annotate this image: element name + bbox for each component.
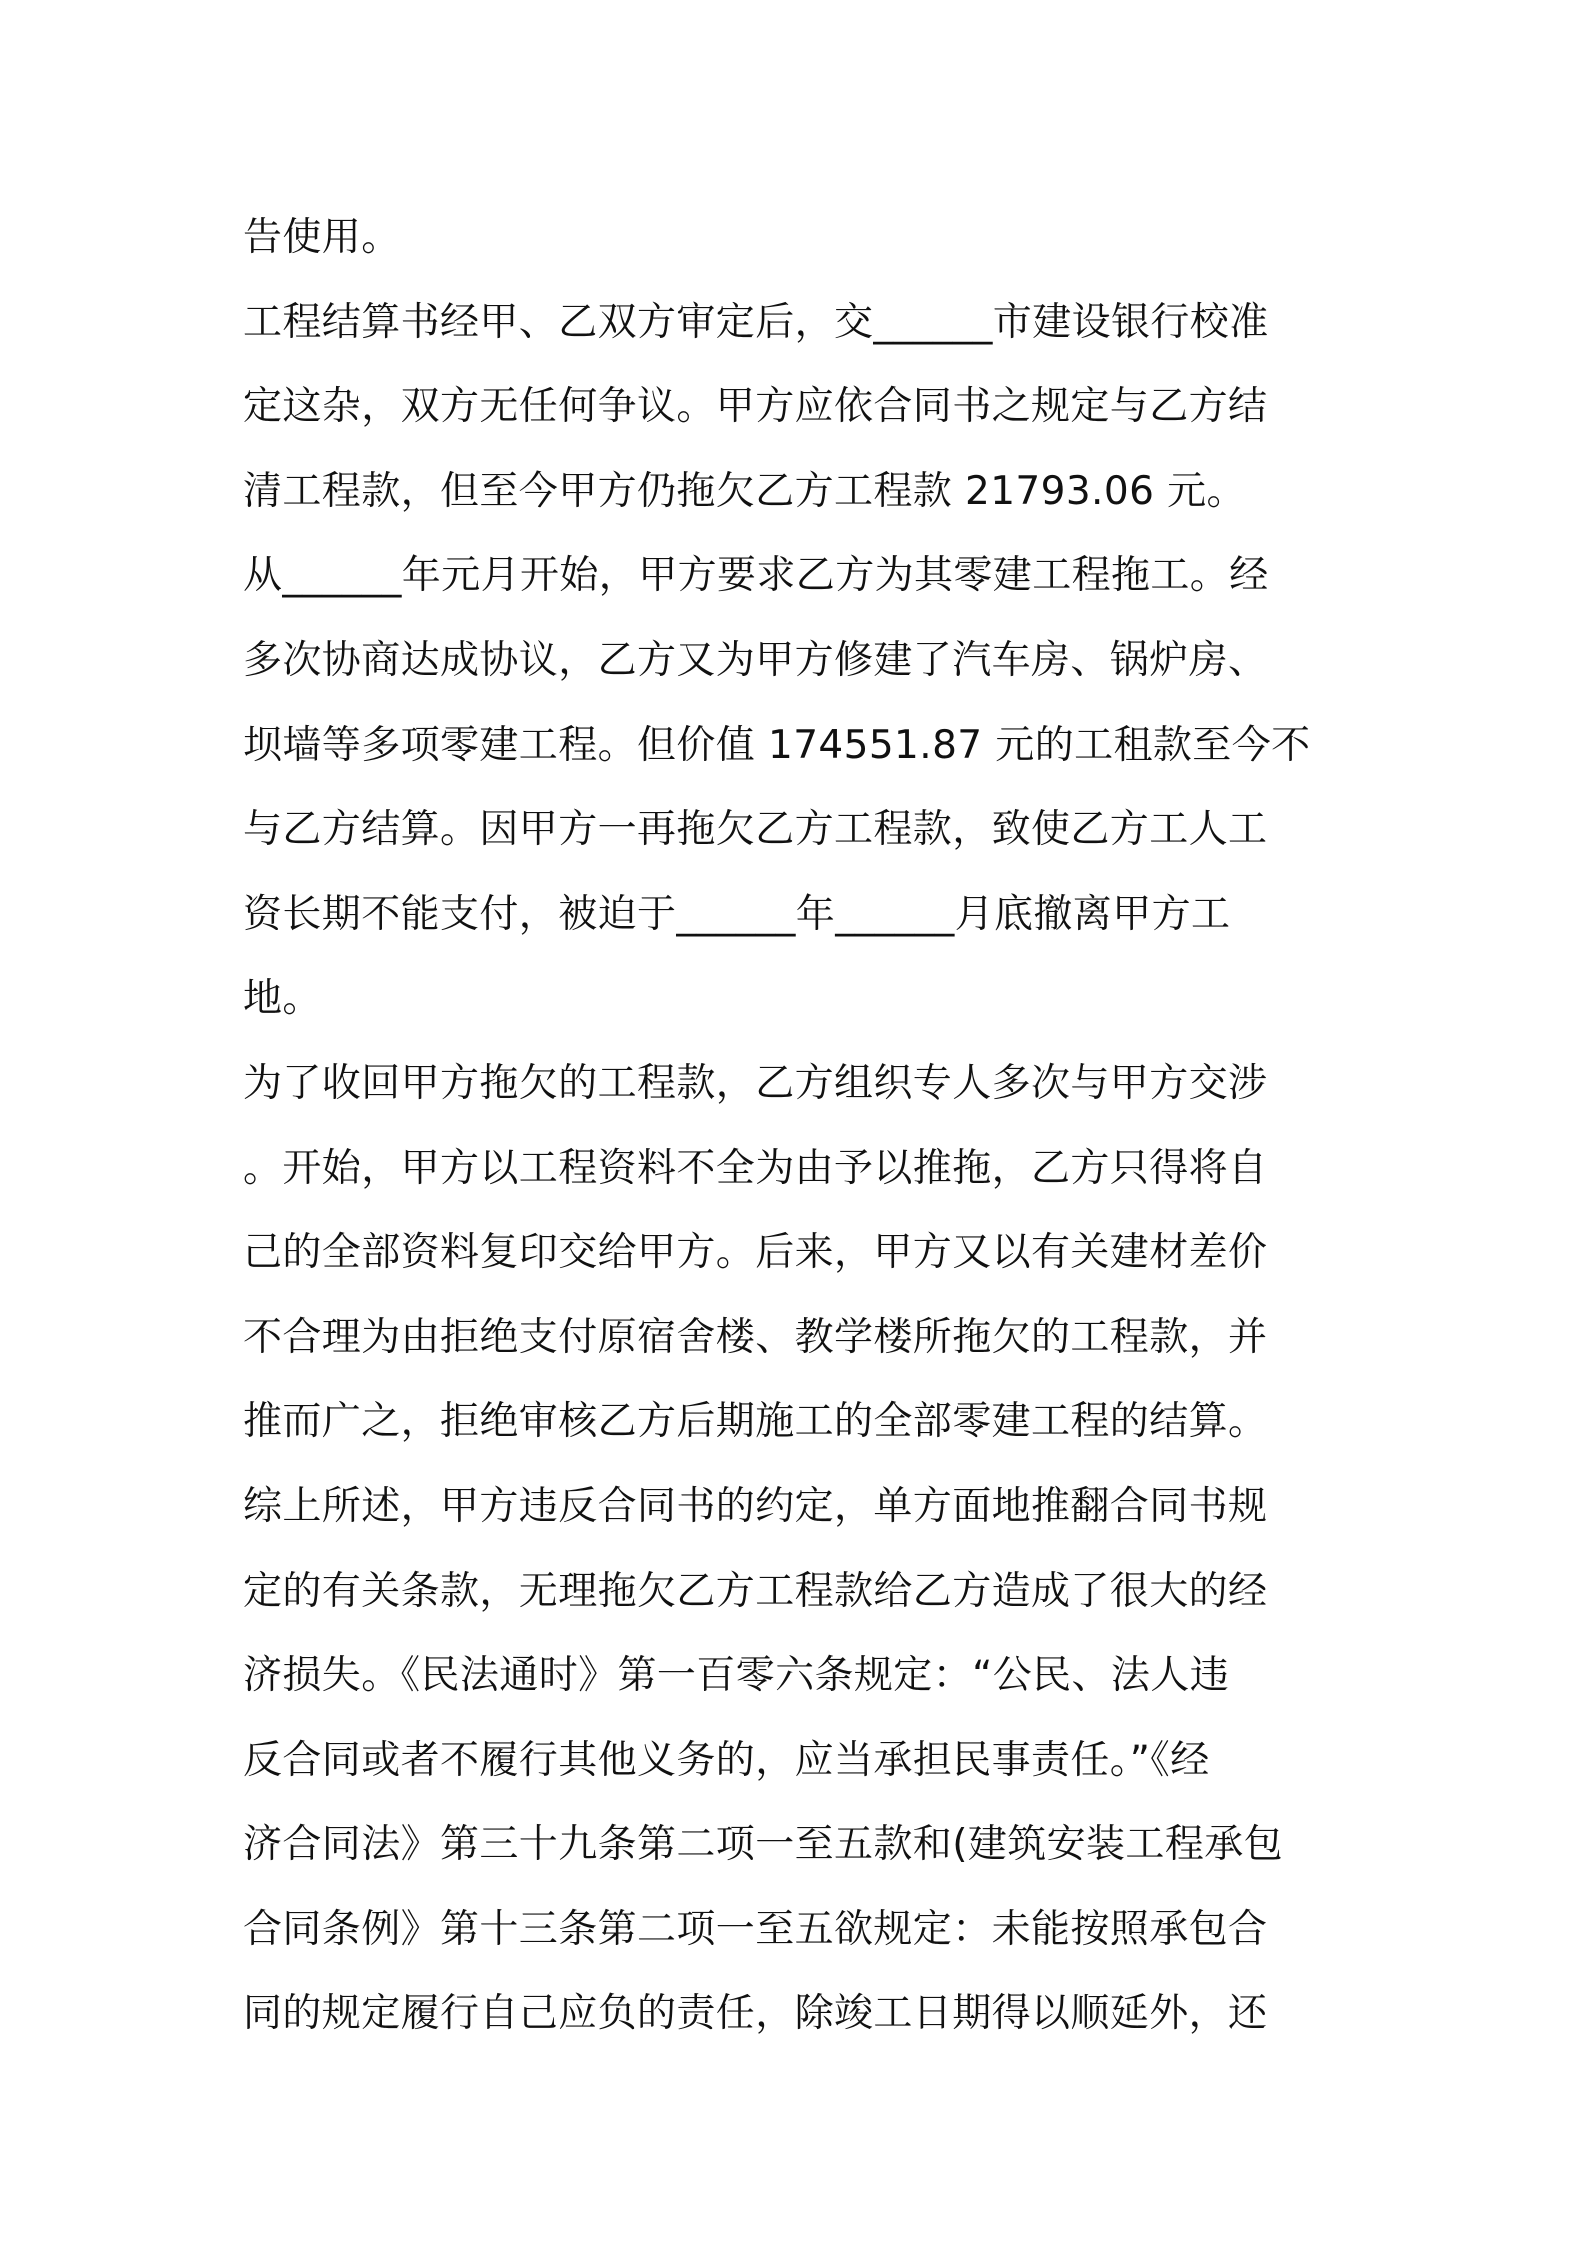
text-line: 定的有关条款，无理拖欠乙方工程款给乙方造成了很大的经 — [243, 1568, 1268, 1614]
text-line: 定这杂，双方无任何争议。甲方应依合同书之规定与乙方结 — [243, 384, 1268, 430]
text-line: 同的规定履行自己应负的责任，除竣工日期得以顺延外，还 — [243, 1991, 1268, 2037]
text-line: 济合同法》第三十九条第二项一至五款和(建筑安装工程承包 — [243, 1822, 1284, 1868]
text-line: 济损失。《民法通时》第一百零六条规定：“公民、法人违 — [243, 1653, 1230, 1699]
text-line: 从______年元月开始，甲方要求乙方为其零建工程拖工。经 — [243, 553, 1269, 599]
text-line: 告使用。 — [243, 215, 401, 260]
text-line: 。开始，甲方以工程资料不全为由予以推拖，乙方只得将自 — [243, 1145, 1268, 1191]
text-line: 与乙方结算。因甲方一再拖欠乙方工程款，致使乙方工人工 — [243, 807, 1268, 853]
text-line: 坝墙等多项零建工程。但价值 174551.87 元的工租款至今不 — [243, 722, 1311, 768]
text-line: 地。 — [243, 976, 322, 1022]
text-line: 己的全部资料复印交给甲方。后来，甲方又以有关建材差价 — [243, 1230, 1268, 1276]
text-line: 反合同或者不履行其他义务的，应当承担民事责任。”《经 — [243, 1737, 1210, 1783]
text-line: 不合理为由拒绝支付原宿舍楼、教学楼所拖欠的工程款，并 — [243, 1314, 1268, 1360]
text-line: 推而广之，拒绝审核乙方后期施工的全部零建工程的结算。 — [243, 1399, 1268, 1445]
text-line: 合同条例》第十三条第二项一至五欲规定：未能按照承包合 — [243, 1906, 1268, 1952]
text-line: 工程结算书经甲、乙双方审定后，交______市建设银行校准 — [243, 299, 1269, 345]
text-line: 为了收回甲方拖欠的工程款，乙方组织专人多次与甲方交涉 — [243, 1060, 1268, 1106]
text-line: 清工程款，但至今甲方仍拖欠乙方工程款 21793.06 元。 — [243, 468, 1246, 514]
text-line: 综上所述，甲方违反合同书的约定，单方面地推翻合同书规 — [243, 1483, 1268, 1529]
text-line: 资长期不能支付，被迫于______年______月底撤离甲方工 — [243, 891, 1231, 937]
document-body — [243, 196, 1363, 2057]
text-line: 多次协商达成协议，乙方又为甲方修建了汽车房、锅炉房、 — [243, 637, 1268, 683]
